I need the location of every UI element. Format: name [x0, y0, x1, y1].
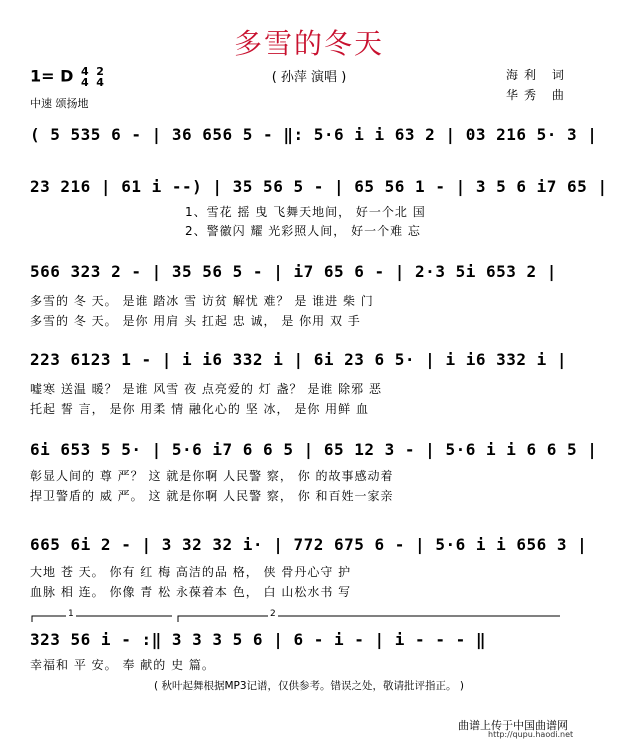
lyric-row-2-verse-2: 2、警徽闪 耀 光彩照人间， 好一个难 忘 — [185, 224, 421, 238]
notation-row-1: ( 5 535 6 - | 36 656 5 - ‖: 5·6 i i 63 2 | 03 216 5· 3 | — [30, 125, 598, 144]
notation-row-4: 223 6123 1 - | i i6 332 i | 6i 23 6 5· | i i6 332 i | — [30, 350, 568, 369]
volta-2-label: 2 — [270, 609, 276, 619]
watermark-url: http://qupu.haodi.net — [488, 730, 574, 739]
lyric-row-4-verse-1: 嘘寒 送温 暖？ 是谁 风雪 夜 点亮爱的 灯 盏？ 是谁 除邪 恶 — [30, 382, 382, 396]
volta-1-label: 1 — [68, 609, 74, 619]
lyric-row-3-verse-2: 多雪的 冬 天。 是你 用肩 头 扛起 忠 诚， 是 你用 双 手 — [30, 314, 361, 328]
singer-credit: ( 孙萍 演唱 ) — [271, 70, 347, 85]
key-label: 1= D — [30, 66, 74, 86]
lyric-row-7: 幸福和 平 安。 奉 献的 史 篇。 — [30, 658, 215, 672]
song-title: 多雪的冬天 — [233, 27, 384, 60]
notation-row-5: 6i 653 5 5· | 5·6 i7 6 6 5 | 65 12 3 - | 5·6 i i 6 6 5 | — [30, 440, 598, 459]
composer-credit: 华秀 曲 — [506, 88, 570, 102]
footer-note: ( 秋叶起舞根据MP3记谱，仅供参考。错误之处，敬请批评指正。 ) — [154, 680, 464, 692]
lyric-row-6-verse-1: 大地 苍 天。 你有 红 梅 高洁的品 格， 侠 骨丹心守 护 — [30, 565, 352, 579]
lyric-row-3-verse-1: 多雪的 冬 天。 是谁 踏冰 雪 访贫 解忧 难？ 是 谁进 柴 门 — [30, 294, 374, 308]
lyric-row-5-verse-1: 彰显人间的 尊 严？ 这 就是你啊 人民警 察， 你 的故事感动着 — [30, 469, 394, 483]
notation-row-2: 23 216 | 61 i --) | 35 56 5 - | 65 56 1 - | 3 5 6 i7 65 | — [30, 177, 608, 196]
watermark-text: 曲谱上传于中国曲谱网 — [458, 719, 568, 732]
notation-row-3: 566 323 2 - | 35 56 5 - | i7 65 6 - | 2·3 5i 653 2 | — [30, 262, 557, 281]
time-signature-2: 2 4 — [96, 65, 104, 89]
notation-row-7: 323 56 i - :‖ 3 3 3 5 6 | 6 - i - | i - - - ‖ — [30, 630, 486, 649]
time-signature-1: 4 4 — [80, 65, 89, 89]
lyric-row-4-verse-2: 托起 誓 言， 是你 用柔 情 融化心的 坚 冰， 是你 用鲜 血 — [30, 402, 369, 416]
notation-row-6: 665 6i 2 - | 3 32 32 i· | 772 675 6 - | 5·6 i i 656 3 | — [30, 535, 588, 554]
lyric-row-6-verse-2: 血脉 相 连。 你像 青 松 永葆着本 色， 白 山松水书 写 — [30, 585, 352, 599]
lyric-row-2-verse-1: 1、雪花 摇 曳 飞舞天地间， 好一个北 国 — [185, 205, 426, 219]
lyric-row-5-verse-2: 捍卫警盾的 威 严。 这 就是你啊 人民警 察， 你 和百姓一家亲 — [30, 489, 394, 503]
lyricist-credit: 海利 词 — [506, 68, 570, 82]
tempo-marking: 中速 颂扬地 — [30, 97, 89, 110]
